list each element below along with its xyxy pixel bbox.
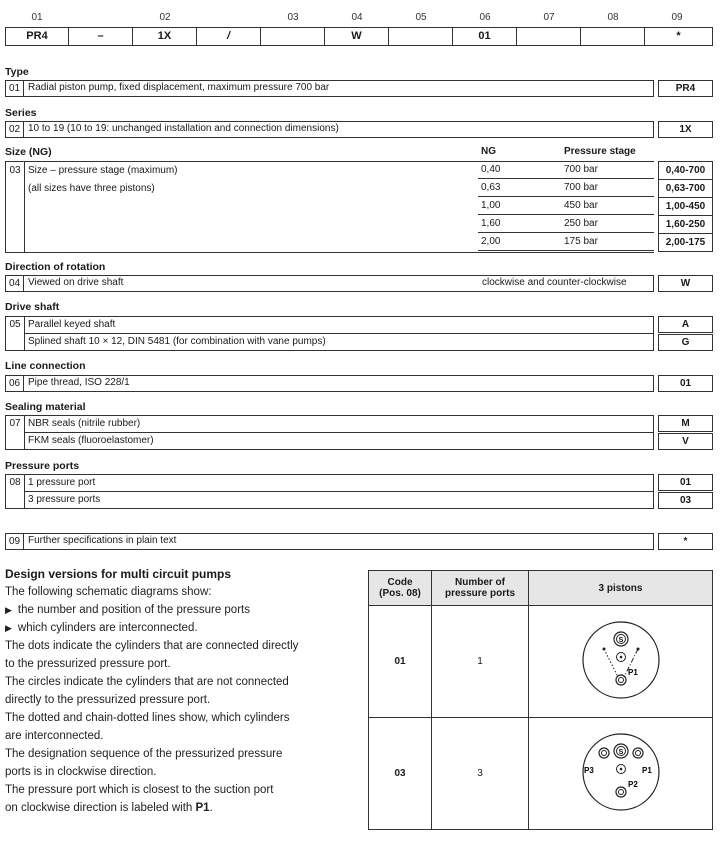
- type-heading: Type: [5, 66, 29, 78]
- design-num: 1: [432, 606, 529, 718]
- design-title: Design versions for multi circuit pumps: [5, 567, 232, 581]
- code-cell-pr4: PR4: [5, 27, 69, 46]
- design-line: are interconnected.: [5, 730, 104, 742]
- row-text: Further specifications in plain text: [28, 535, 177, 546]
- row-text: Parallel keyed shaft: [28, 319, 116, 330]
- design-row-01: [369, 606, 713, 718]
- size-text: Size – pressure stage (maximum): [28, 165, 178, 176]
- type-code: PR4: [658, 80, 713, 97]
- row-text: Viewed on drive shaft: [28, 277, 124, 288]
- row-text: Radial piston pump, fixed displacement, maximum pressure 700 bar: [28, 82, 330, 93]
- design-table: [368, 570, 713, 830]
- design-line: which cylinders are interconnected.: [17, 622, 198, 634]
- rotation-extra: clockwise and counter-clockwise: [482, 277, 627, 288]
- design-line: directly to the pressurized pressure port.: [5, 694, 211, 706]
- code-cell-01: 01: [453, 27, 517, 46]
- row-text: NBR seals (nitrile rubber): [28, 418, 141, 429]
- design-bullet-item: [5, 619, 298, 637]
- code-cell-w: W: [325, 27, 389, 46]
- code-cell-08: [581, 27, 645, 46]
- code-cell-03: [261, 27, 325, 46]
- bullet-icon: ▶: [5, 623, 12, 633]
- header-num-line1: Number of: [455, 577, 505, 588]
- design-line: The circles indicate the cylinders that are not connected: [5, 676, 289, 688]
- size-code-4: 1,60-250: [658, 215, 713, 234]
- row-text: 3 pressure ports: [28, 494, 101, 505]
- pos-07: 07: [543, 12, 555, 23]
- bullet-icon: ▶: [5, 605, 12, 615]
- design-bold-p1: P1: [195, 802, 210, 814]
- row-index: 08: [6, 475, 25, 508]
- row-text: FKM seals (fluoroelastomer): [28, 435, 154, 446]
- ng-value: 0,40: [481, 164, 501, 175]
- size-code-3: 1,00-450: [658, 197, 713, 216]
- size-subtext: (all sizes have three pistons): [28, 183, 155, 194]
- row-index: 05: [6, 317, 25, 350]
- size-row-5: [478, 233, 654, 251]
- ports-row: [5, 474, 654, 509]
- pressure-value: 700 bar: [564, 164, 598, 175]
- shaft-code-g: G: [658, 334, 713, 351]
- header-code-line2: (Pos. 08): [379, 588, 421, 599]
- design-line: The dots indicate the cylinders that are connected directly: [5, 640, 299, 652]
- diagram-cell: [529, 606, 713, 718]
- row-text: 1 pressure port: [28, 477, 96, 488]
- shaft-row: [5, 316, 654, 351]
- pos-09: 09: [671, 12, 683, 23]
- rotation-row: [5, 275, 654, 292]
- design-text: [5, 583, 298, 817]
- size-row-4: [478, 215, 654, 233]
- size-code-5: 2,00-175: [658, 233, 713, 252]
- rotation-code: W: [658, 275, 713, 292]
- p3-label: P3: [583, 766, 594, 775]
- diagram-cell: [529, 718, 713, 830]
- design-line: The pressure port which is closest to the suction port: [5, 784, 274, 796]
- design-num: 3: [432, 718, 529, 830]
- row-index: 07: [6, 416, 25, 449]
- pressure-value: 450 bar: [564, 200, 598, 211]
- p1-label: P1: [641, 766, 652, 775]
- pos-02: 02: [159, 12, 171, 23]
- size-row-3: [478, 197, 654, 215]
- row-divider: [25, 432, 653, 433]
- row-text: Splined shaft 10 × 12, DIN 5481 (for combination with vane pumps): [28, 336, 326, 347]
- design-row-03: [369, 718, 713, 830]
- pos-08: 08: [607, 12, 619, 23]
- size-row-1: [478, 161, 654, 179]
- pos-04: 04: [351, 12, 363, 23]
- pos-01: 01: [31, 12, 43, 23]
- design-line: to the pressurized pressure port.: [5, 658, 171, 670]
- size-heading: Size (NG): [5, 146, 52, 158]
- code-cell-dash: –: [69, 27, 133, 46]
- line-code: 01: [658, 375, 713, 392]
- pressure-value: 250 bar: [564, 218, 598, 229]
- pressure-column-header: Pressure stage: [564, 146, 636, 157]
- ng-value: 0,63: [481, 182, 501, 193]
- size-row-2: [478, 179, 654, 197]
- row-index: 01: [6, 81, 24, 96]
- p1-label: P1: [627, 668, 638, 677]
- code-cell-1x: 1X: [133, 27, 197, 46]
- pos-06: 06: [479, 12, 491, 23]
- seal-heading: Sealing material: [5, 401, 86, 413]
- suction-label: S: [618, 637, 623, 644]
- type-row: [5, 80, 654, 97]
- ports-heading: Pressure ports: [5, 460, 80, 472]
- row-index: 02: [6, 122, 24, 137]
- ng-value: 1,00: [481, 200, 501, 211]
- rotation-heading: Direction of rotation: [5, 261, 106, 273]
- code-cell-05: [389, 27, 453, 46]
- pump-diagram-1-icon: [576, 615, 666, 705]
- row-divider: [25, 333, 653, 334]
- series-row: [5, 121, 654, 138]
- size-code-1: 0,40-700: [658, 161, 713, 180]
- header-num: [432, 571, 529, 606]
- pump-diagram-3-icon: [576, 727, 666, 817]
- line-heading: Line connection: [5, 360, 86, 372]
- design-bullet-item: [5, 601, 298, 619]
- design-line: The dotted and chain-dotted lines show, which cylinders: [5, 712, 290, 724]
- design-line: ports is in clockwise direction.: [5, 766, 157, 778]
- ng-value: 2,00: [481, 236, 501, 247]
- row-text: Pipe thread, ISO 228/1: [28, 377, 130, 388]
- header-code: [369, 571, 432, 606]
- design-table-header: [369, 571, 713, 606]
- pos-03: 03: [287, 12, 299, 23]
- ng-value: 1,60: [481, 218, 501, 229]
- design-code: 01: [369, 606, 432, 718]
- design-period: .: [209, 802, 213, 814]
- row-index: 04: [6, 276, 24, 291]
- design-line: on clockwise direction is labeled with: [5, 802, 196, 814]
- header-pistons: 3 pistons: [529, 571, 713, 606]
- p2-label: P2: [627, 780, 638, 789]
- design-line: The designation sequence of the pressurized pressure: [5, 748, 283, 760]
- size-code-2: 0,63-700: [658, 179, 713, 198]
- row-index: 03: [6, 162, 25, 252]
- pos-05: 05: [415, 12, 427, 23]
- ng-column-header: NG: [481, 146, 496, 157]
- series-heading: Series: [5, 107, 37, 119]
- line-row: [5, 375, 654, 392]
- header-num-line2: pressure ports: [444, 588, 516, 599]
- suction-label: S: [618, 749, 623, 756]
- design-code: 03: [369, 718, 432, 830]
- code-cell-star: *: [645, 27, 713, 46]
- header-code-line1: Code: [387, 577, 413, 588]
- ports-code-01: 01: [658, 474, 713, 491]
- ports-code-03: 03: [658, 492, 713, 509]
- design-line-last: [5, 799, 298, 817]
- row-index: 09: [6, 534, 24, 549]
- seal-row: [5, 415, 654, 450]
- pressure-value: 175 bar: [564, 236, 598, 247]
- design-line: The following schematic diagrams show:: [5, 586, 212, 598]
- code-cell-slash: /: [197, 27, 261, 46]
- series-code: 1X: [658, 121, 713, 138]
- seal-code-v: V: [658, 433, 713, 450]
- pressure-value: 700 bar: [564, 182, 598, 193]
- row-text: 10 to 19 (10 to 19: unchanged installation and connection dimensions): [28, 123, 339, 134]
- row-divider: [25, 491, 653, 492]
- design-line: the number and position of the pressure ports: [17, 604, 250, 616]
- row-index: 06: [6, 376, 24, 391]
- shaft-heading: Drive shaft: [5, 301, 60, 313]
- seal-code-m: M: [658, 415, 713, 432]
- further-code: *: [658, 533, 713, 550]
- code-cell-07: [517, 27, 581, 46]
- further-row: [5, 533, 654, 550]
- shaft-code-a: A: [658, 316, 713, 333]
